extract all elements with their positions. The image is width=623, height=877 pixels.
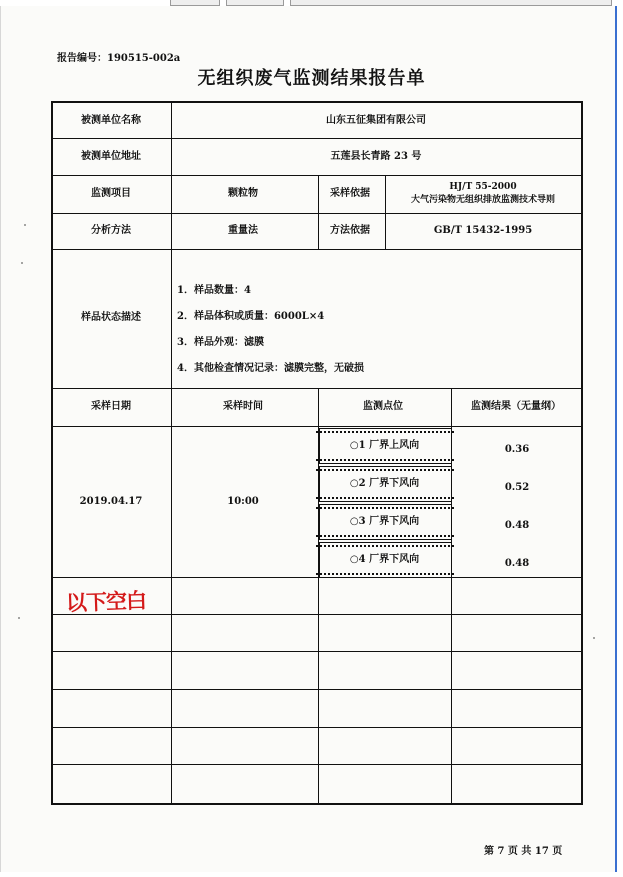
sample-state-item: 4．其他检查情况记录：滤膜完整，无破损 [177,362,364,374]
report-number: 报告编号：190515-002a [57,53,181,64]
sample-state-list [177,275,364,379]
page-number: 第 7 页 共 17 页 [484,846,563,857]
monitor-item-value: 颗粒物 [228,188,258,199]
scan-speck [24,224,26,226]
unit-name-value: 山东五征集团有限公司 [326,114,426,126]
sample-state-label: 样品状态描述 [81,312,141,323]
scan-speck [593,637,595,639]
point-result: 0.48 [504,519,530,531]
sample-state-item: 1．样品数量：4 [177,284,251,296]
sample-state-item: 2．样品体积或质量：6000L×4 [177,310,325,322]
point-result: 0.48 [504,557,530,569]
sample-state-item: 3．样品外观：滤膜 [177,336,264,348]
scan-speck [18,617,20,619]
unit-address-value: 五莲县长青路 23 号 [330,150,422,162]
analysis-method-value: 重量法 [228,225,258,236]
header-sampling-date: 采样日期 [91,400,131,412]
point-location: ○3 厂界下风向 [349,515,420,527]
point-result: 0.36 [504,443,530,455]
header-monitor-point: 监测点位 [363,400,403,412]
scan-speck [21,262,23,264]
analysis-method-label: 分析方法 [91,225,131,236]
sampling-basis-label: 采样依据 [330,188,370,199]
header-result: 监测结果（无量纲） [471,400,561,412]
point-location: ○1 厂界上风向 [349,439,420,451]
point-result: 0.52 [504,481,530,493]
sampling-date: 2019.04.17 [79,495,143,507]
monitor-item-label: 监测项目 [91,188,131,199]
method-basis-value: GB/T 15432-1995 [433,225,533,236]
blank-below-note: 以下空白 [65,588,147,616]
unit-address-label: 被测单位地址 [81,150,141,162]
point-location: ○2 厂界下风向 [349,477,420,489]
method-basis-label: 方法依据 [330,225,370,236]
point-location: ○4 厂界下风向 [349,553,420,565]
sampling-basis-name: 大气污染物无组织排放监测技术导则 [410,194,555,205]
header-sampling-time: 采样时间 [223,400,263,412]
sampling-basis-code: HJ/T 55-2000 [449,181,517,192]
sampling-basis-value [384,175,582,212]
page-title: 无组织废气监测结果报告单 [197,68,426,89]
sampling-time: 10:00 [227,495,259,507]
unit-name-label: 被测单位名称 [81,114,141,126]
